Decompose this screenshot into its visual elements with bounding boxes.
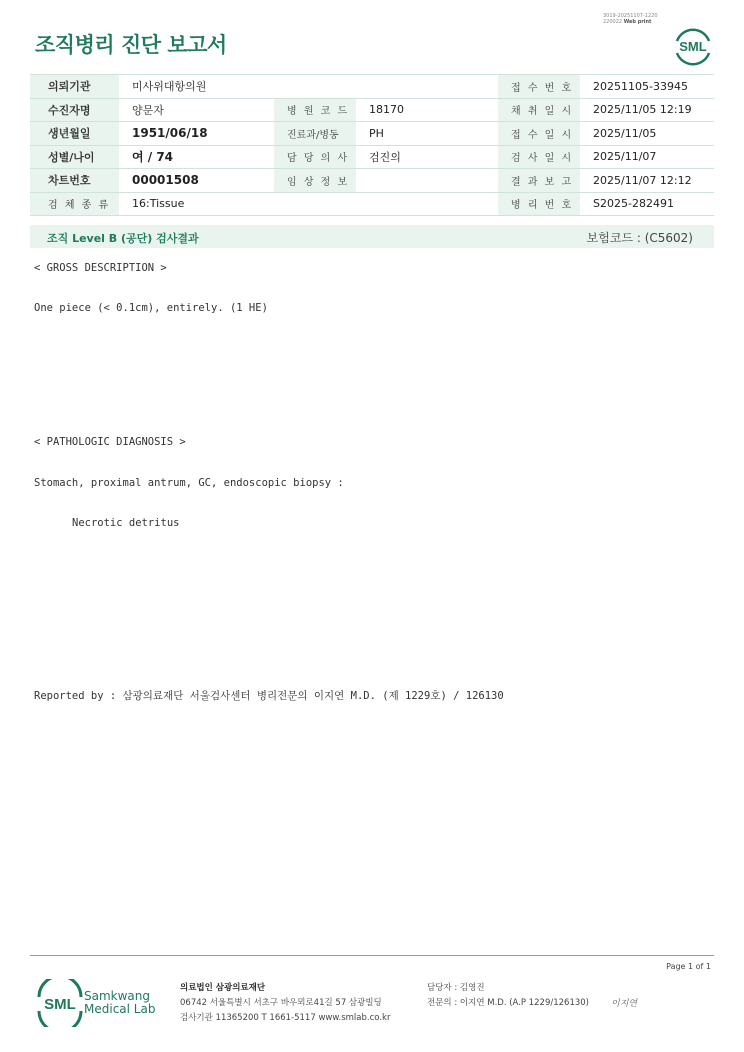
print-meta [603,13,658,25]
table-row [30,98,714,122]
collection-dt-value: 2025/11/05 12:19 [580,98,714,122]
patient-name-label: 수진자명 [30,98,119,122]
print-meta-label: Web print [623,19,652,25]
test-date-value: 2025/11/07 [580,145,714,169]
table-row [30,192,714,216]
chart-no-value: 00001508 [119,169,274,193]
collection-dt-label: 채 취 일 시 [498,98,580,122]
reported-by: Reported by : 삼광의료재단 서울검사센터 병리전문의 이지연 M.D. (제 1229호) / 126130 [34,690,504,702]
receipt-date-label: 접 수 일 시 [498,122,580,146]
doctor-label: 담 당 의 사 [274,145,356,169]
page-number: Page 1 of 1 [666,962,711,971]
org-contact: 검사기관 11365200 T 1661-5117 www.smlab.co.kr [180,1013,391,1023]
result-report-label: 결 과 보 고 [498,169,580,193]
table-row [30,169,714,193]
result-section-header [30,225,714,248]
receipt-date-value: 2025/11/05 [580,122,714,146]
footer-brand [84,990,155,1016]
footer-divider [30,955,714,956]
dept-value: PH [356,122,498,146]
clinical-info-label: 임 상 정 보 [274,169,356,193]
patient-info-table [30,74,714,216]
section-title: 조직 Level B (공단) 검사결과 [47,232,199,245]
staff-info [427,981,589,1011]
pathology-no-label: 병 리 번 호 [498,192,580,216]
org-address: 06742 서울특별시 서초구 바우뫼로41길 57 삼광빌딩 [180,998,382,1008]
sml-logo-icon [672,25,714,67]
specialist: 전문의 : 이지연 M.D. (A.P 1229/126130) [427,998,589,1008]
sex-age-value: 여 / 74 [119,145,274,169]
diagnosis-header: < PATHOLOGIC DIAGNOSIS > [34,436,186,448]
gross-text: One piece (< 0.1cm), entirely. (1 HE) [34,302,268,314]
table-row [30,75,714,99]
page-title: 조직병리 진단 보고서 [35,33,227,57]
print-meta-id: 3019-20251107-1220 [603,13,658,19]
org-info [180,981,390,1026]
manager: 담당자 : 김영진 [427,983,485,993]
signature: 이지연 [611,999,638,1009]
dept-label: 진료과/병동 [274,122,356,146]
doctor-value: 검진의 [356,145,498,169]
result-report-value: 2025/11/07 12:12 [580,169,714,193]
svg-text:SML: SML [679,39,707,54]
insurance-code: 보험코드 : (C5602) [586,231,693,245]
specimen-label: 검 체 종 류 [30,192,119,216]
birth-value: 1951/06/18 [119,122,274,146]
pathology-no-value: S2025-282491 [580,192,714,216]
receipt-no-value: 20251105-33945 [580,75,714,99]
requesting-org-value: 미사위대항의원 [119,75,498,99]
test-date-label: 검 사 일 시 [498,145,580,169]
diagnosis-result: Necrotic detritus [72,517,180,529]
hospital-code-label: 병 원 코 드 [274,98,356,122]
specimen-value: 16:Tissue [119,192,498,216]
diagnosis-site: Stomach, proximal antrum, GC, endoscopic biopsy : [34,477,344,489]
sex-age-label: 성별/나이 [30,145,119,169]
brand-line-2: Medical Lab [84,1002,156,1016]
clinical-info-value [356,169,498,193]
table-row [30,122,714,146]
requesting-org-label: 의뢰기관 [30,75,119,99]
gross-header: < GROSS DESCRIPTION > [34,262,167,274]
svg-text:SML: SML [44,996,76,1013]
samkwang-logo-icon [36,979,84,1027]
patient-name-value: 양문자 [119,98,274,122]
print-meta-num: 220022 [603,19,623,25]
org-name: 의료법인 삼광의료재단 [180,983,266,993]
brand-line-1: Samkwang [84,989,150,1003]
chart-no-label: 차트번호 [30,169,119,193]
table-row [30,145,714,169]
receipt-no-label: 접 수 번 호 [498,75,580,99]
birth-label: 생년월일 [30,122,119,146]
hospital-code-value: 18170 [356,98,498,122]
